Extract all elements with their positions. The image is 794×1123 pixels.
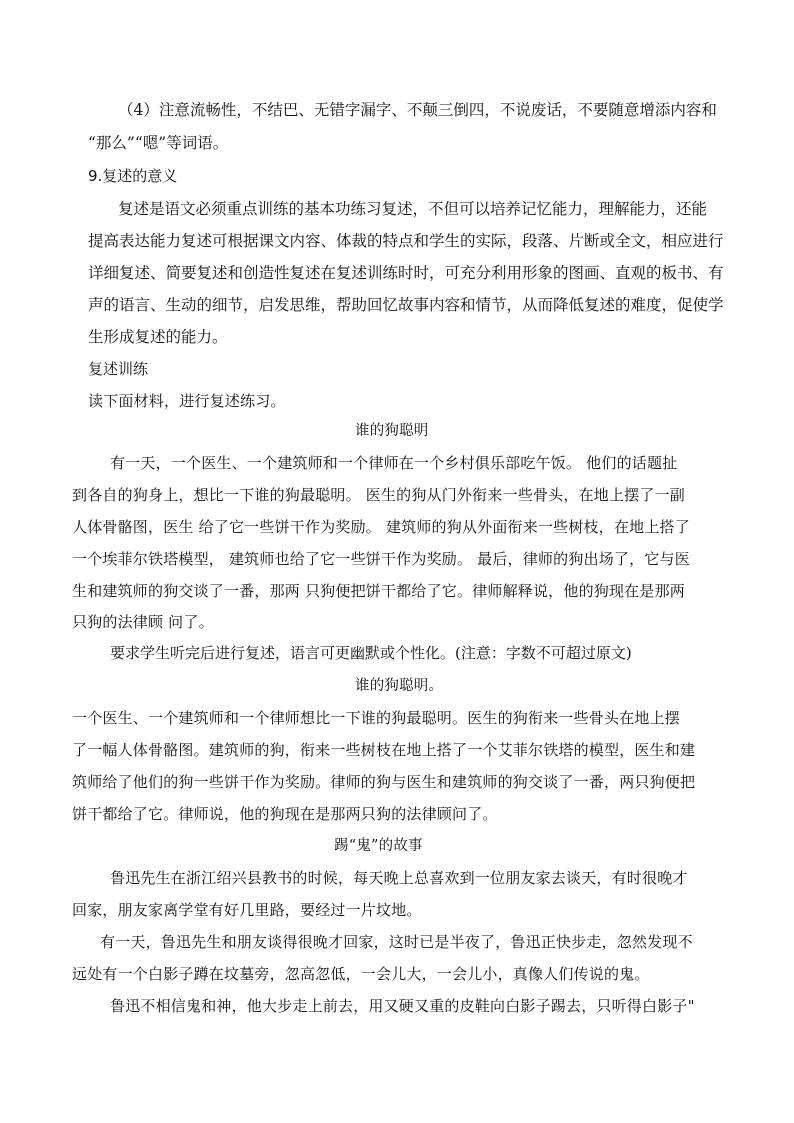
story-2-line: 有一天，鲁迅先生和朋友谈得很晚才回家，这时已是半夜了，鲁迅正快步走，忽然发现不 <box>100 933 693 951</box>
section-9-para-line: 详细复述、简要复述和创造性复述在复述训练时时，可充分利用形象的图画、直观的板书、有 <box>88 264 724 282</box>
retelling-line: 一个医生、一个建筑师和一个律师想比一下谁的狗最聪明。医生的狗衔来一些骨头在地上摆 <box>72 709 681 727</box>
training-instruction: 读下面材料，进行复述练习。 <box>88 392 286 410</box>
story-2-line: 远处有一个白影子蹲在坟墓旁，忽高忽低，一会儿大，一会儿小，真像人们传说的鬼。 <box>72 965 650 983</box>
rule-item-4-line-2: “那么”“嗯”等词语。 <box>88 134 229 152</box>
story-2-title: 踢“鬼”的故事 <box>334 838 423 854</box>
story-1-line: 只狗的法律顾 问了。 <box>72 613 214 631</box>
story-2-line: 鲁迅先生在浙江绍兴县教书的时候，每天晚上总喜欢到一位朋友家去谈天，有时很晚才 <box>110 869 688 887</box>
story-1-line: 生和建筑师的狗交谈了一番，那两 只狗便把饼干都给了它。律师解释说，他的狗现在是那两 <box>72 582 685 600</box>
section-9-para-line: 生形成复述的能力。 <box>88 328 228 346</box>
section-9-para-line: 复述是语文必须重点训练的基本功练习复述，不但可以培养记忆能力，理解能力，还能 <box>118 200 708 218</box>
section-9-para-line: 提高表达能力复述可根据课文内容、体裁的特点和学生的实际，段落、片断或全文，相应进行 <box>88 232 724 250</box>
story-2-line: 鲁迅不相信鬼和神，他大步走上前去，用又硬又重的皮鞋向白影子踢去，只听得白影子" <box>110 997 695 1015</box>
retelling-title: 谁的狗聪明。 <box>355 678 444 694</box>
retelling-line: 筑师给了他们的狗一些饼干作为奖励。律师的狗与医生和建筑师的狗交谈了一番，两只狗便把 <box>72 773 696 791</box>
training-heading: 复述训练 <box>88 360 149 378</box>
section-9-para-line: 声的语言、生动的细节，启发思维，帮助回忆故事内容和情节，从而降低复述的难度，促使学 <box>88 296 724 314</box>
story-1-line: 有一天，一个医生、一个建筑师和一个律师在一个乡村俱乐部吃午饭。 他们的话题扯 <box>110 454 678 472</box>
retelling-line: 饼干都给了它。律师说，他的狗现在是那两只狗的法律顾问了。 <box>72 805 498 823</box>
story-1-requirement: 要求学生听完后进行复述，语言可更幽默或个性化。(注意：字数不可超过原文) <box>110 644 632 662</box>
rule-item-4-line-1: （4）注意流畅性，不结巴、无错字漏字、不颠三倒四，不说废话，不要随意增添内容和 <box>118 101 717 119</box>
section-9-heading: 9.复述的意义 <box>88 167 178 185</box>
story-1-line: 一个埃菲尔铁塔模型， 建筑师也给了它一些饼干作为奖励。 最后，律师的狗出场了，它与医 <box>72 550 690 568</box>
story-1-line: 人体骨骼图，医生 给了它一些饼干作为奖励。 建筑师的狗从外面衔来一些树枝，在地上搭了 <box>72 518 690 536</box>
story-2-line: 回家，朋友家离学堂有好几里路，要经过一片坟地。 <box>72 901 422 919</box>
story-1-title: 谁的狗聪明 <box>355 423 429 439</box>
story-1-line: 到各自的狗身上，想比一下谁的狗最聪明。 医生的狗从门外衔来一些骨头，在地上摆了一副 <box>72 486 685 504</box>
retelling-line: 了一幅人体骨骼图。建筑师的狗，衔来一些树枝在地上搭了一个艾菲尔铁塔的模型，医生和建 <box>72 741 696 759</box>
